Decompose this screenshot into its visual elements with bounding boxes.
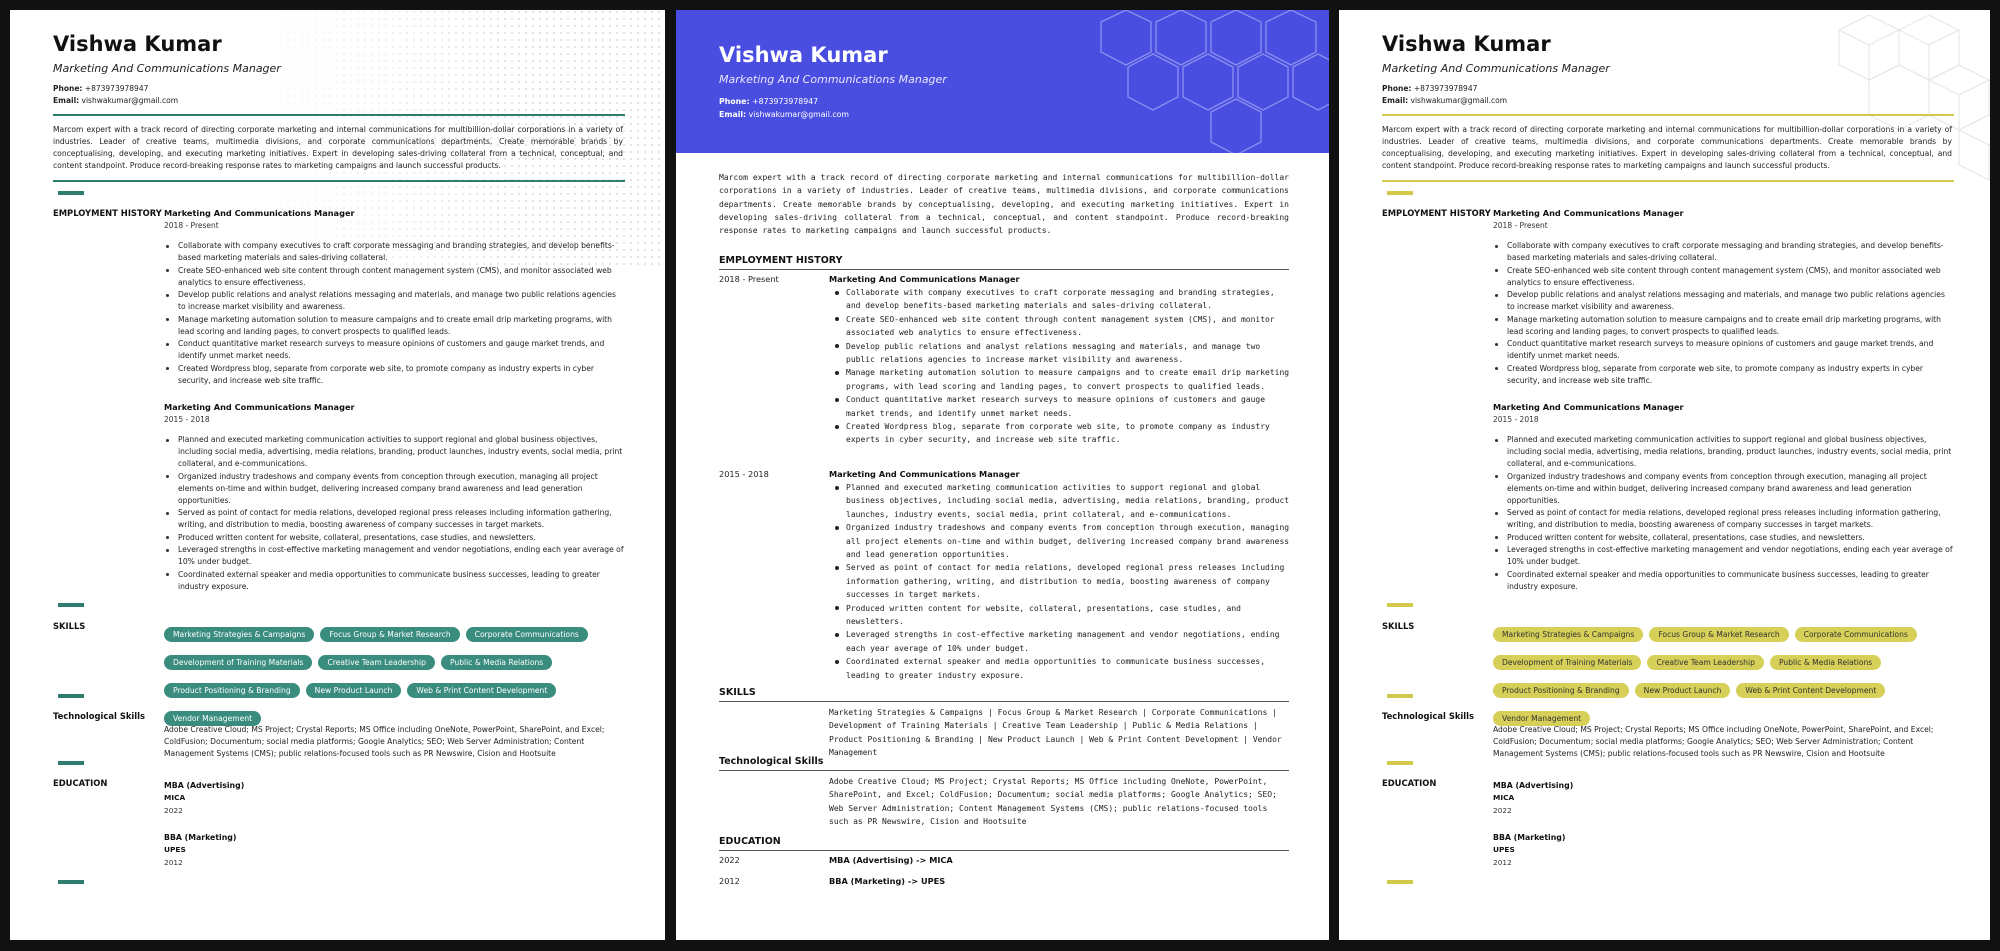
bullet: Coordinated external speaker and media opportunities to communicate business successes, leading to greater industry exposure. <box>846 655 1291 682</box>
tech-heading: Technological Skills <box>1382 711 1475 721</box>
summary: Marcom expert with a track record of directing corporate marketing and internal communications for multibillion-dollar corporations in a variety of industries. Leader of creative teams, multimedia divisions, and corporate communications departments. Create memorable brands by conceptualising, developing, and executing marketing initiatives. Expert in developing sales-driving collateral from a technical, conceptual, and content standpoint. Produce record-breaking response rates to marketing campaigns and launch successful products. <box>719 173 1289 236</box>
email-line <box>53 96 178 105</box>
bullet: Created Wordpress blog, separate from corporate web site, to promote company as industry experts in cyber security, and increase web site traffic. <box>176 363 624 387</box>
bullet: Collaborate with company executives to craft corporate messaging and branding strategies, and develop benefits-based marketing materials and sales-driving collateral. <box>846 286 1291 313</box>
header-band <box>676 10 1329 153</box>
email-label: Email: <box>719 110 747 119</box>
job-date: 2018 - Present <box>164 221 219 230</box>
job-title: Marketing And Communications Manager <box>164 208 355 218</box>
email-label: Email: <box>1382 96 1409 105</box>
skill-tag: Web & Print Content Development <box>407 683 556 698</box>
section-marker <box>1387 761 1413 765</box>
bullet: Conduct quantitative market research surveys to measure opinions of customers and gauge market trends, and identify unmet market needs. <box>1505 338 1953 362</box>
divider <box>53 114 625 116</box>
email-line <box>719 110 849 119</box>
skills-tags <box>164 622 664 734</box>
bullet: Create SEO-enhanced web site content through content management system (CMS), and monitor associated web analytics to ensure effectiveness. <box>846 313 1291 340</box>
bullet: Created Wordpress blog, separate from corporate web site, to promote company as industry experts in cyber security, and increase web site traffic. <box>846 420 1291 447</box>
candidate-name: Vishwa Kumar <box>53 32 222 56</box>
bullet: Served as point of contact for media relations, developed regional press releases including information gathering, writing, and distribution to media, boosting awareness of company successes in target markets. <box>846 561 1291 601</box>
email-value: vishwakumar@gmail.com <box>748 110 849 119</box>
employment-heading: EMPLOYMENT HISTORY <box>1382 208 1491 218</box>
institution: MICA <box>164 793 186 802</box>
education-entry: MBA (Advertising) -> MICA <box>829 855 953 865</box>
education-heading: EDUCATION <box>53 778 108 788</box>
skill-tag: Corporate Communications <box>1795 627 1917 642</box>
section-marker <box>1387 880 1413 884</box>
bullet: Manage marketing automation solution to measure campaigns and to create email drip marketing programs, with lead scoring and landing pages, to convert prospects to qualified leads. <box>846 366 1291 393</box>
section-marker <box>58 761 84 765</box>
divider <box>719 850 1289 851</box>
education-year: 2022 <box>719 855 740 865</box>
candidate-title: Marketing And Communications Manager <box>1382 62 1610 75</box>
job-entry <box>1493 402 1953 593</box>
institution: UPES <box>164 845 186 854</box>
education-entry: BBA (Marketing) -> UPES <box>829 876 946 886</box>
bullet: Leveraged strengths in cost-effective marketing management and vendor negotiations, ending each year average of 10% under budget. <box>846 628 1291 655</box>
candidate-title: Marketing And Communications Manager <box>53 62 281 75</box>
job-bullets <box>1493 434 1953 593</box>
education-entry <box>164 833 236 867</box>
phone-label: Phone: <box>1382 84 1412 93</box>
summary: Marcom expert with a track record of directing corporate marketing and internal communications for multibillion-dollar corporations in a variety of industries. Leader of creative teams, multimedia divisions, and corporate communications departments. Create memorable brands by conceptualising, developing, and executing marketing initiatives. Expert in developing sales-driving collateral from a technical, conceptual, and content standpoint. Produce record-breaking response rates to marketing campaigns and launch successful products. <box>1382 125 1952 170</box>
candidate-name: Vishwa Kumar <box>1382 32 1551 56</box>
bullet: Organized industry tradeshows and company events from conception through execution, managing all project elements on-time and within budget, delivering increased company brand awareness and lead generation opportunities. <box>1505 471 1953 507</box>
skill-tag: Marketing Strategies & Campaigns <box>164 627 314 642</box>
job-bullets <box>164 434 624 593</box>
job-date: 2015 - 2018 <box>1493 415 1539 424</box>
institution: UPES <box>1493 845 1515 854</box>
bullet: Organized industry tradeshows and company events from conception through execution, managing all project elements on-time and within budget, delivering increased company brand awareness and lead generation opportunities. <box>846 521 1291 561</box>
job-title: Marketing And Communications Manager <box>164 402 355 412</box>
skill-tag: Development of Training Materials <box>1493 655 1641 670</box>
job-bullets <box>829 481 1291 682</box>
bullet: Create SEO-enhanced web site content through content management system (CMS), and monitor associated web analytics to ensure effectiveness. <box>176 265 624 289</box>
bullet: Served as point of contact for media relations, developed regional press releases including information gathering, writing, and distribution to media, boosting awareness of company successes in target markets. <box>176 507 624 531</box>
bullet: Produced written content for website, collateral, presentations, case studies, and newsletters. <box>846 602 1291 629</box>
bullet: Create SEO-enhanced web site content through content management system (CMS), and monitor associated web analytics to ensure effectiveness. <box>1505 265 1953 289</box>
phone-label: Phone: <box>719 97 750 106</box>
education-entry <box>1493 833 1565 867</box>
job-entry <box>1493 208 1953 387</box>
employment-heading: EMPLOYMENT HISTORY <box>719 255 843 266</box>
email-value: vishwakumar@gmail.com <box>81 96 179 105</box>
bullet: Produced written content for website, collateral, presentations, case studies, and newsletters. <box>176 532 624 544</box>
divider <box>1382 114 1954 116</box>
job-entry <box>829 274 1291 447</box>
job-bullets <box>1493 240 1953 387</box>
tech-skills: Adobe Creative Cloud; MS Project; Crystal Reports; MS Office including OneNote, PowerPoint, SharePoint, and Excel; ColdFusion; Documentum; social media platforms; Google Analytics; SEO; Web Server Administration; Content Management Systems (CMS); public relations-focused tools such as PR Newswire, Cision and Hootsuite <box>1493 725 1934 758</box>
skill-tag: Vendor Management <box>164 711 261 726</box>
divider <box>719 701 1289 702</box>
skill-tag: Vendor Management <box>1493 711 1590 726</box>
email-label: Email: <box>53 96 80 105</box>
job-title: Marketing And Communications Manager <box>829 469 1020 479</box>
skill-tag: Development of Training Materials <box>164 655 312 670</box>
divider <box>1382 180 1954 182</box>
education-heading: EDUCATION <box>1382 778 1437 788</box>
phone-value: +873973978947 <box>1413 84 1478 93</box>
bullet: Organized industry tradeshows and company events from conception through execution, managing all project elements on-time and within budget, delivering increased company brand awareness and lead generation opportunities. <box>176 471 624 507</box>
skill-tag: Focus Group & Market Research <box>320 627 459 642</box>
skills-heading: SKILLS <box>53 621 86 631</box>
skills-tags <box>1493 622 1988 734</box>
divider <box>719 770 1289 771</box>
divider <box>53 180 625 182</box>
phone-label: Phone: <box>53 84 83 93</box>
bullet: Created Wordpress blog, separate from corporate web site, to promote company as industry experts in cyber security, and increase web site traffic. <box>1505 363 1953 387</box>
job-title: Marketing And Communications Manager <box>829 274 1020 284</box>
section-marker <box>58 603 84 607</box>
skill-tag: Public & Media Relations <box>441 655 552 670</box>
bullet: Leveraged strengths in cost-effective marketing management and vendor negotiations, ending each year average of 10% under budget. <box>1507 545 1953 566</box>
bullet: Develop public relations and analyst relations messaging and materials, and manage two public relations agencies to increase market visibility and awareness. <box>176 289 624 313</box>
candidate-title: Marketing And Communications Manager <box>719 73 947 86</box>
institution: MICA <box>1493 793 1515 802</box>
skill-tag: New Product Launch <box>306 683 402 698</box>
bullet: Manage marketing automation solution to measure campaigns and to create email drip marketing programs, with lead scoring and landing pages, to convert prospects to qualified leads. <box>176 314 624 338</box>
tech-skills: Adobe Creative Cloud; MS Project; Crystal Reports; MS Office including OneNote, PowerPoint, SharePoint, and Excel; ColdFusion; Documentum; social media platforms; Google Analytics; SEO; Web Server Administration; Content Management Systems (CMS); public relations-focused tools such as PR Newswire, Cision and Hootsuite <box>829 777 1277 827</box>
resume-preview-teal[interactable] <box>10 10 665 940</box>
job-date: 2015 - 2018 <box>719 469 769 479</box>
bullet: Planned and executed marketing communication activities to support regional and global business objectives, including social media, advertising, media relations, branding, product launches, industry events, social media, print collateral, and e-communications. <box>1507 435 1952 468</box>
section-marker <box>1387 694 1413 698</box>
phone-line <box>719 97 818 106</box>
resume-preview-yellow[interactable] <box>1339 10 1990 940</box>
year: 2022 <box>1493 806 1512 815</box>
bullet: Develop public relations and analyst relations messaging and materials, and manage two public relations agencies to increase market visibility and awareness. <box>1505 289 1953 313</box>
section-marker <box>58 694 84 698</box>
phone-value: +873973978947 <box>752 97 819 106</box>
job-bullets <box>829 286 1291 447</box>
section-marker <box>1387 603 1413 607</box>
education-entry <box>164 781 244 815</box>
job-title: Marketing And Communications Manager <box>1493 402 1684 412</box>
bullet: Collaborate with company executives to craft corporate messaging and branding strategies, and develop benefits-based marketing materials and sales-driving collateral. <box>176 240 624 264</box>
skill-tag: Focus Group & Market Research <box>1649 627 1788 642</box>
job-date: 2015 - 2018 <box>164 415 210 424</box>
email-line <box>1382 96 1507 105</box>
section-marker <box>1387 191 1413 195</box>
skills-inline: Marketing Strategies & Campaigns | Focus Group & Market Research | Corporate Communications | Development of Training Materials | Creative Team Leadership | Public & Media Relations | Product Positioning & Branding | New Product Launch | Web & Print Content Development | Vendor Management <box>829 708 1282 758</box>
skill-tag: Product Positioning & Branding <box>164 683 300 698</box>
hexagon-pattern-decoration <box>1066 10 1329 153</box>
skill-tag: Creative Team Leadership <box>318 655 434 670</box>
bullet: Planned and executed marketing communication activities to support regional and global business objectives, including social media, advertising, media relations, branding, product launches, industry events, social media, print collateral, and e-communications. <box>846 481 1291 521</box>
education-entry <box>1493 781 1573 815</box>
degree: BBA (Marketing) <box>164 833 237 842</box>
bullet: Conduct quantitative market research surveys to measure opinions of customers and gauge market trends, and identify unmet market needs. <box>846 393 1291 420</box>
bullet: Coordinated external speaker and media opportunities to communicate business successes, leading to greater industry exposure. <box>1505 569 1953 593</box>
bullet: Collaborate with company executives to craft corporate messaging and branding strategies, and develop benefits-based marketing materials and sales-driving collateral. <box>1505 240 1953 264</box>
email-value: vishwakumar@gmail.com <box>1410 96 1508 105</box>
skill-tag: Web & Print Content Development <box>1736 683 1885 698</box>
year: 2012 <box>1493 858 1512 867</box>
bullet: Manage marketing automation solution to measure campaigns and to create email drip marketing programs, with lead scoring and landing pages, to convert prospects to qualified leads. <box>1505 314 1953 338</box>
job-entry <box>164 402 624 593</box>
skill-tag: Creative Team Leadership <box>1647 655 1763 670</box>
tech-heading: Technological Skills <box>719 756 824 767</box>
tech-heading: Technological Skills <box>53 711 146 721</box>
year: 2022 <box>164 806 183 815</box>
phone-value: +873973978947 <box>84 84 149 93</box>
divider <box>719 269 1289 270</box>
job-date: 2018 - Present <box>1493 221 1548 230</box>
job-title: Marketing And Communications Manager <box>1493 208 1684 218</box>
tech-skills: Adobe Creative Cloud; MS Project; Crystal Reports; MS Office including OneNote, PowerPoint, SharePoint, and Excel; ColdFusion; Documentum; social media platforms; Google Analytics; SEO; Web Server Administration; Content Management Systems (CMS); public relations-focused tools such as PR Newswire, Cision and Hootsuite <box>164 725 605 758</box>
candidate-name: Vishwa Kumar <box>719 43 888 67</box>
degree: MBA (Advertising) <box>1493 781 1574 790</box>
year: 2012 <box>164 858 183 867</box>
job-entry <box>164 208 624 387</box>
bullet: Planned and executed marketing communication activities to support regional and global business objectives, including social media, advertising, media relations, branding, product launches, industry events, social media, print collateral, and e-communications. <box>178 435 623 468</box>
bullet: Served as point of contact for media relations, developed regional press releases including information gathering, writing, and distribution to media, boosting awareness of company successes in target markets. <box>1505 507 1953 531</box>
skills-heading: SKILLS <box>1382 621 1415 631</box>
section-marker <box>58 191 84 195</box>
resume-preview-blue[interactable] <box>676 10 1329 940</box>
degree: MBA (Advertising) <box>164 781 245 790</box>
section-marker <box>58 880 84 884</box>
skill-tag: Corporate Communications <box>466 627 588 642</box>
bullet: Develop public relations and analyst relations messaging and materials, and manage two public relations agencies to increase market visibility and awareness. <box>846 340 1291 367</box>
phone-line <box>53 84 148 93</box>
bullet: Conduct quantitative market research surveys to measure opinions of customers and gauge market trends, and identify unmet market needs. <box>176 338 624 362</box>
summary: Marcom expert with a track record of directing corporate marketing and internal communications for multibillion-dollar corporations in a variety of industries. Leader of creative teams, multimedia divisions, and corporate communications departments. Create memorable brands by conceptualising, developing, and executing marketing initiatives. Expert in developing sales-driving collateral from a technical, conceptual, and content standpoint. Produce record-breaking response rates to marketing campaigns and launch successful products. <box>53 125 623 170</box>
skill-tag: New Product Launch <box>1635 683 1731 698</box>
education-year: 2012 <box>719 876 740 886</box>
employment-heading: EMPLOYMENT HISTORY <box>53 208 162 218</box>
skill-tag: Marketing Strategies & Campaigns <box>1493 627 1643 642</box>
education-heading: EDUCATION <box>719 836 781 847</box>
bullet: Produced written content for website, collateral, presentations, case studies, and newsletters. <box>1505 532 1953 544</box>
job-entry <box>829 469 1291 682</box>
bullet: Coordinated external speaker and media opportunities to communicate business successes, leading to greater industry exposure. <box>176 569 624 593</box>
degree: BBA (Marketing) <box>1493 833 1566 842</box>
bullet: Leveraged strengths in cost-effective marketing management and vendor negotiations, ending each year average of 10% under budget. <box>178 545 624 566</box>
skill-tag: Public & Media Relations <box>1770 655 1881 670</box>
job-bullets <box>164 240 624 387</box>
skill-tag: Product Positioning & Branding <box>1493 683 1629 698</box>
skills-heading: SKILLS <box>719 687 756 698</box>
phone-line <box>1382 84 1477 93</box>
job-date: 2018 - Present <box>719 274 779 284</box>
